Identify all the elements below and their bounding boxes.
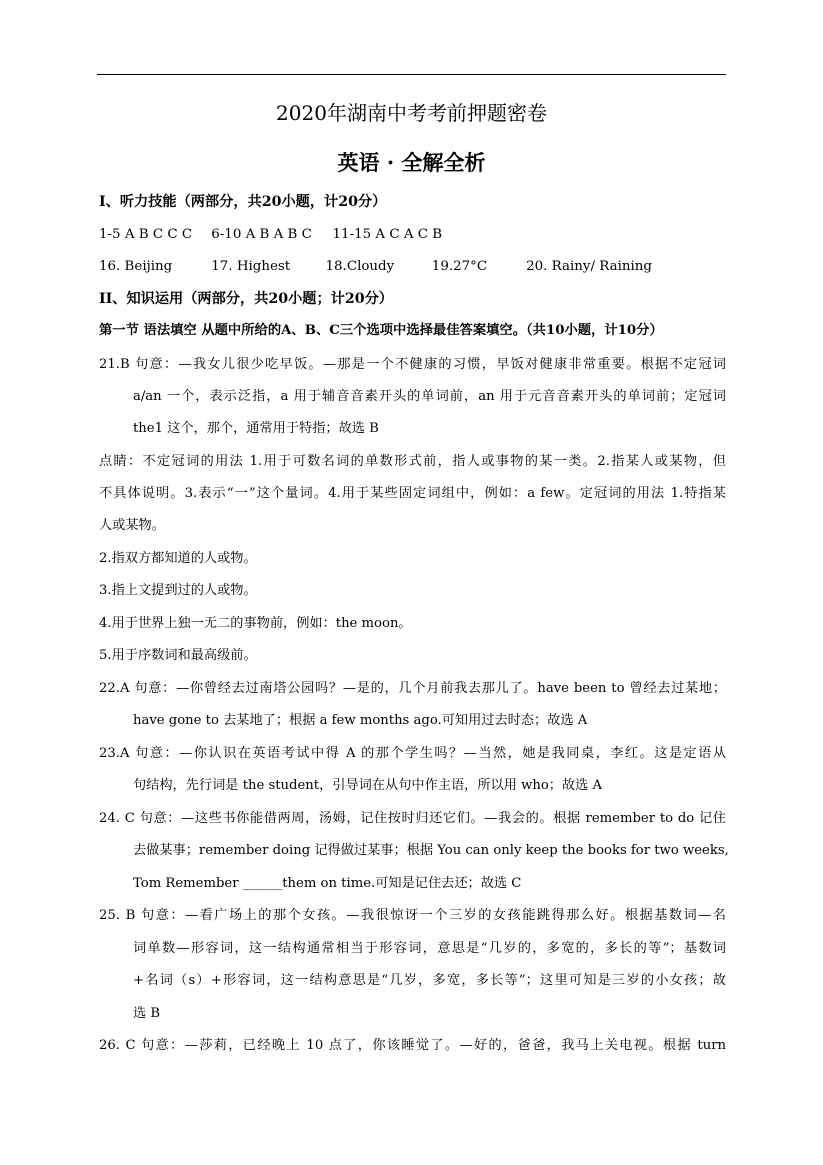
answer-group: 11-15 A C A C B — [332, 227, 443, 242]
note-line: 4.用于世界上独一无二的事物前，例如：the moon。 — [99, 616, 412, 631]
page-title: 2020年湖南中考考前押题密卷 — [276, 101, 547, 125]
q22-line: 22.A 句意：—你曾经去过南塔公园吗？—是的，几个月前我去那儿了。have been to 曾经去过某地； — [99, 681, 726, 696]
answer-group: 1-5 A B C C C — [99, 227, 193, 242]
page-subtitle: 英语 · 全解全析 — [337, 150, 486, 175]
q26-line: 26. C 句意：—莎莉，已经晚上 10 点了，你该睡觉了。—好的，爸爸，我马上关电视。根据 turn — [99, 1038, 726, 1053]
answer-item: 16. Beijing — [99, 259, 173, 274]
q25-line: +名词（s）+形容词，这一结构意思是“几岁，多宽，多长等”；这里可知是三岁的小女孩；故 — [133, 973, 726, 988]
header-rule — [97, 74, 726, 75]
q25-line: 词单数—形容词，这一结构通常相当于形容词，意思是“几岁的，多宽的，多长的等”；基数词 — [133, 941, 726, 956]
answer-group: 6-10 A B A B C — [211, 227, 312, 242]
note-line: 3.指上文提到过的人或物。 — [99, 583, 257, 598]
answer-item: 18.Cloudy — [325, 259, 395, 274]
answer-item: 20. Rainy/ Raining — [526, 259, 652, 274]
q24-line: 24. C 句意：—这些书你能借两周，汤姆，记住按时归还它们。—我会的。根据 remember to do 记住 — [99, 811, 726, 826]
note-line: 人或某物。 — [99, 518, 165, 533]
answers-row-2 — [99, 257, 652, 277]
q22-line: have gone to 去某地了；根据 a few months ago.可知用过去时态；故选 A — [133, 713, 588, 728]
note-line: 5.用于序数词和最高级前。 — [99, 648, 257, 663]
note-line: 2.指双方都知道的人或物。 — [99, 551, 257, 566]
note-line: 点睛：不定冠词的用法 1.用于可数名词的单数形式前，指人或事物的某一类。2.指某人或某物，但 — [99, 454, 726, 469]
q21-line: a/an 一个，表示泛指，a 用于辅音音素开头的单词前，an 用于元音音素开头的单词前；定冠词 — [133, 389, 726, 404]
section1-heading: I、听力技能（两部分，共20小题，计20分） — [99, 194, 387, 210]
q24-line: 去做某事；remember doing 记得做过某事；根据 You can only keep the books for two weeks, — [133, 843, 729, 858]
note-line: 不具体说明。3.表示“一”这个量词。4.用于某些固定词组中，例如：a few。定冠词的用法 1.特指某 — [99, 486, 726, 501]
q23-line: 23.A 句意：—你认识在英语考试中得 A 的那个学生吗？—当然，她是我同桌，李红。这是定语从 — [99, 746, 726, 761]
q21-line: the1 这个，那个，通常用于特指；故选 B — [133, 421, 379, 436]
answer-item: 17. Highest — [211, 259, 291, 274]
q25-line: 选 B — [133, 1006, 161, 1021]
answers-row-1 — [99, 225, 442, 245]
section2-subheading: 第一节 语法填空 从题中所给的A、B、C三个选项中选择最佳答案填空。（共10小题，计10分） — [99, 323, 663, 338]
q23-line: 句结构，先行词是 the student，引导词在从句中作主语，所以用 who；故选 A — [133, 778, 603, 793]
answer-item: 19.27°C — [431, 259, 488, 274]
q24-line: Tom Remember ______them on time.可知是记住去还；故选 C — [133, 876, 522, 891]
q25-line: 25. B 句意：—看广场上的那个女孩。—我很惊讶一个三岁的女孩能跳得那么好。根据基数词—名 — [99, 908, 726, 923]
q21-line: 21.B 句意：—我女儿很少吃早饭。—那是一个不健康的习惯，早饭对健康非常重要。根据不定冠词 — [99, 357, 726, 372]
section2-heading: II、知识运用（两部分，共20小题；计20分） — [99, 291, 393, 307]
